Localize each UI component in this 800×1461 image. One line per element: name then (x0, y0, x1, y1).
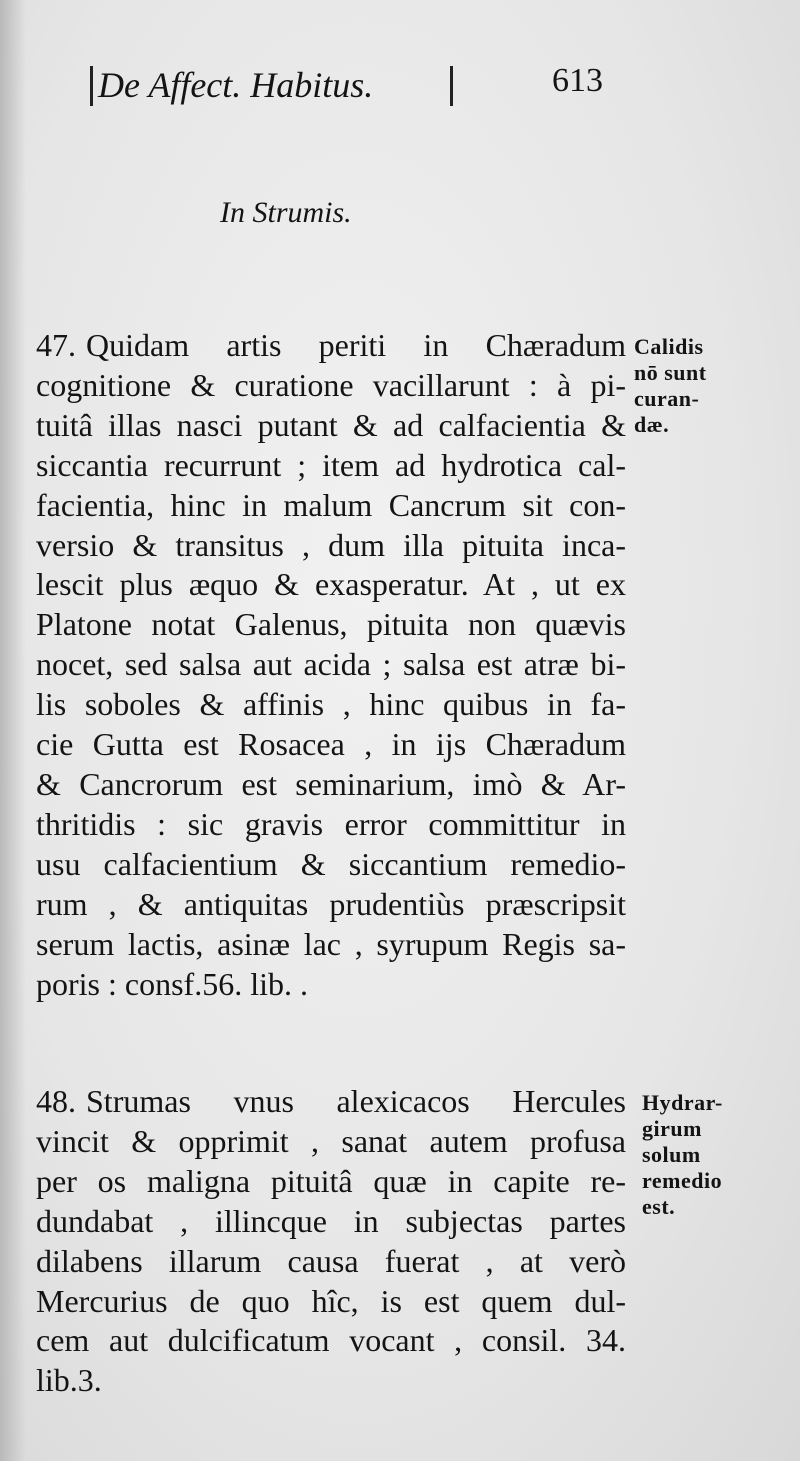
text-line: cie Gutta est Rosacea , in ijs Chæradum (36, 726, 626, 763)
text-line: facientia, hinc in malum Cancrum sit con- (36, 486, 626, 523)
text-line: poris : consf.56. lib. . (36, 965, 308, 1002)
text-line: nocet, sed salsa aut acida ; salsa est atræ bi- (36, 646, 626, 683)
paragraph-number: 48. (36, 1083, 76, 1119)
text-line: versio & transitus , dum illa pituita inca- (36, 526, 626, 563)
text-line: rum , & antiquitas prudentiùs præscripsit (36, 885, 626, 922)
text-line: Mercurius de quo hîc, is est quem dul- (36, 1282, 626, 1319)
running-title: De Affect. Habitus. (98, 65, 374, 105)
text-line: thritidis : sic gravis error committitur in (36, 805, 626, 842)
paragraph-47 (36, 326, 626, 1004)
text-line: cem aut dulcificatum vocant , consil. 34. (36, 1322, 626, 1359)
header-rule-left (90, 66, 93, 106)
margin-note-47: Calidis nō sunt curan- dæ. (634, 334, 707, 437)
page-header (90, 60, 650, 116)
text-line: vincit & opprimit , sanat autem profusa (36, 1122, 626, 1159)
text-line: lis soboles & affinis , hinc quibus in fa- (36, 686, 626, 723)
text-line: siccantia recurrunt ; item ad hydrotica cal- (36, 446, 626, 483)
text-line: & Cancrorum est seminarium, imò & Ar- (36, 765, 626, 802)
section-heading: In Strumis. (220, 196, 352, 229)
text-line: dundabat , illincque in subjectas partes (36, 1202, 626, 1239)
text-line: lescit plus æquo & exasperatur. At , ut ex (36, 566, 626, 603)
binding-shadow (0, 0, 26, 1461)
header-rule-right (450, 66, 453, 106)
text-line: dilabens illarum causa fuerat , at verò (36, 1242, 626, 1279)
text-line: usu calfacientium & siccantium remedio- (36, 845, 626, 882)
text-line: tuitâ illas nasci putant & ad calfacientia & (36, 406, 626, 443)
paragraph-48 (36, 1082, 626, 1401)
text-line: cognitione & curatione vacillarunt : à pi- (36, 366, 626, 403)
text-line: serum lactis, asinæ lac , syrupum Regis sa- (36, 925, 626, 962)
text-line: 48. Strumas vnus alexicacos Hercules (36, 1083, 626, 1119)
text-line: lib.3. (36, 1362, 102, 1399)
page-number: 613 (552, 62, 603, 99)
paragraph-number: 47. (36, 327, 76, 363)
margin-note-48: Hydrar- girum solum remedio est. (642, 1090, 723, 1219)
text-line: Platone notat Galenus, pituita non quævis (36, 606, 626, 643)
text-line: 47. Quidam artis periti in Chæradum (36, 327, 626, 363)
text-line: per os maligna pituitâ quæ in capite re- (36, 1162, 626, 1199)
